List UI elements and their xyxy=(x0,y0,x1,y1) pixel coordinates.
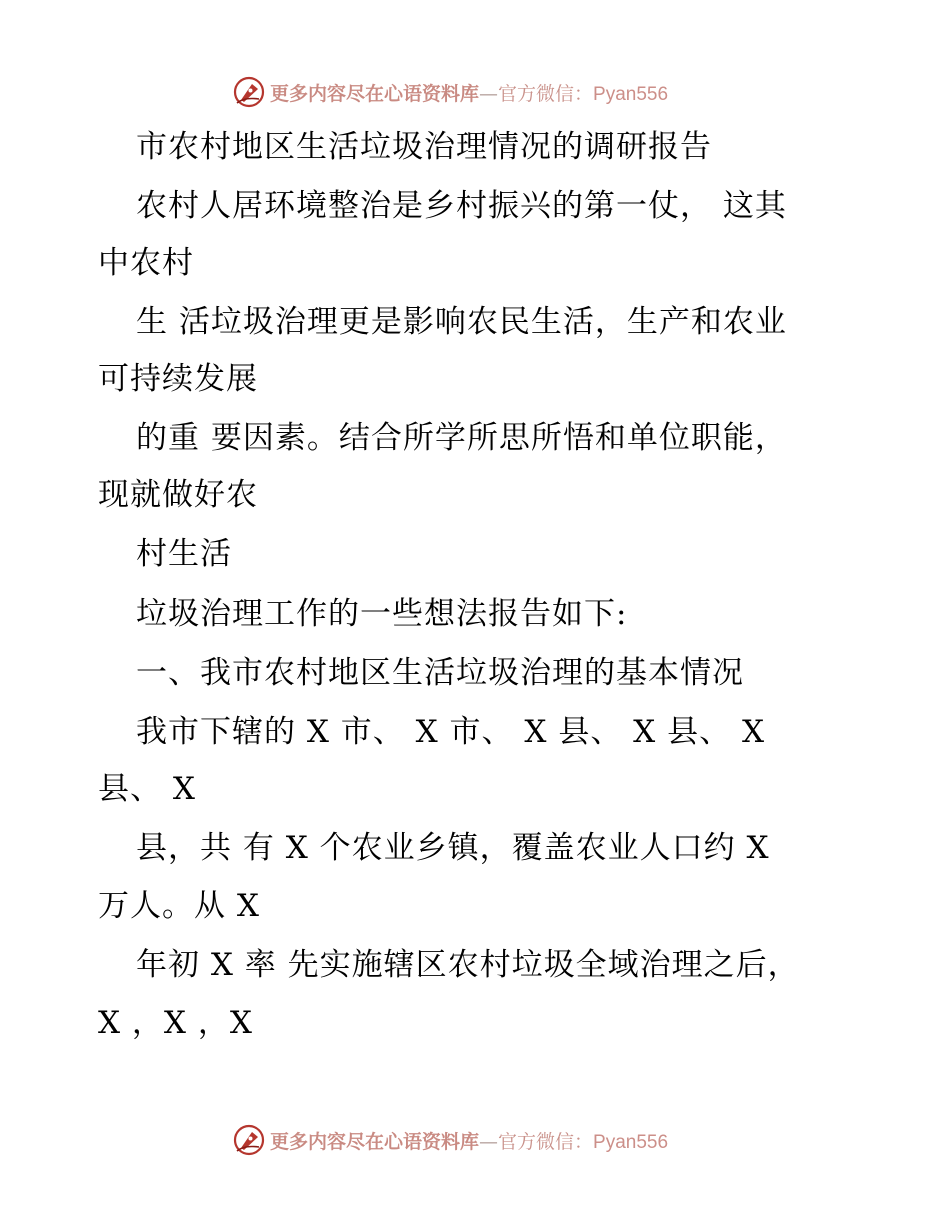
paragraph-line: 生 活垃圾治理更是影响农民生活，生产和农业 xyxy=(136,304,787,340)
watermark-separator: — xyxy=(479,82,499,105)
watermark-brand: 更多内容尽在心语资料库 xyxy=(270,82,480,105)
paragraph-line: 村生活 xyxy=(136,536,232,572)
paragraph-line: 中农村 xyxy=(98,245,194,281)
watermark-wechat-id: Pyan556 xyxy=(593,1131,669,1153)
paragraph-line: 的重 要因素。结合所学所思所悟和单位职能， xyxy=(136,420,787,456)
paragraph-line: 县，共 有 X 个农业乡镇，覆盖农业人口约 X xyxy=(136,830,770,866)
paragraph-line: 现就做好农 xyxy=(98,477,258,513)
paragraph-line: 可持续发展 xyxy=(98,361,258,397)
watermark-text xyxy=(270,1127,668,1154)
paragraph-line: 万人。从 X xyxy=(98,888,260,924)
paragraph-line: 年初 X 率 先实施辖区农村垃圾全域治理之后， xyxy=(136,947,800,983)
watermark-official: 官方微信： xyxy=(498,1130,594,1153)
paragraph-line: X ，X ，X xyxy=(98,1005,253,1041)
pen-nib-logo-icon xyxy=(232,1123,266,1157)
paragraph-line: 县、 X xyxy=(98,771,196,807)
watermark-official: 官方微信： xyxy=(498,82,594,105)
pen-nib-logo-icon xyxy=(232,75,266,109)
document-title: 市农村地区生活垃圾治理情况的调研报告 xyxy=(136,129,712,165)
watermark-text xyxy=(270,79,668,106)
watermark-brand: 更多内容尽在心语资料库 xyxy=(270,1130,480,1153)
paragraph-line: 我市下辖的 X 市、 X 市、 X 县、 X 县、 X xyxy=(136,714,766,750)
footer-watermark xyxy=(232,1120,668,1160)
section-heading: 一、我市农村地区生活垃圾治理的基本情况 xyxy=(136,655,744,691)
watermark-wechat-id: Pyan556 xyxy=(593,83,669,105)
watermark-separator: — xyxy=(479,1130,499,1153)
header-watermark xyxy=(232,72,668,112)
paragraph-line: 垃圾治理工作的一些想法报告如下: xyxy=(136,596,628,632)
paragraph-line: 农村人居环境整治是乡村振兴的第一仗， 这其 xyxy=(136,188,787,224)
